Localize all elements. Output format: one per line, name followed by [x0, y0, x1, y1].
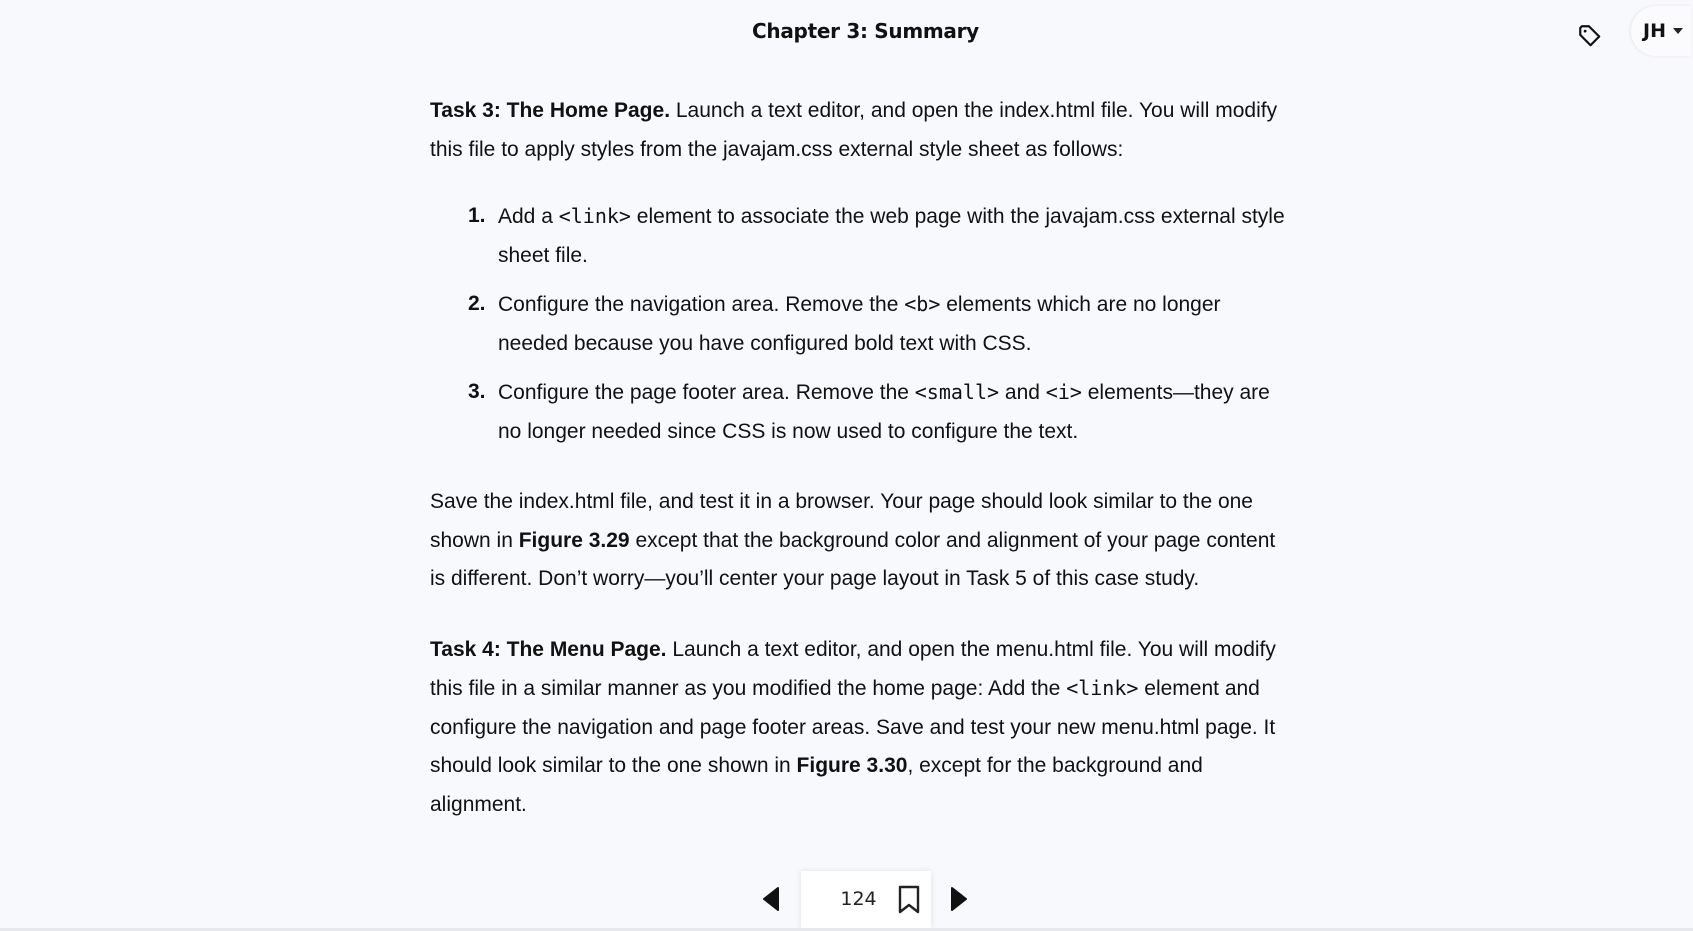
tag-icon [1577, 23, 1603, 49]
avatar-initials: JH [1643, 20, 1666, 42]
step-number: 2. [468, 292, 486, 315]
paragraph-text: element and configure the navigation and page footer areas. Save and test your new menu.html page. It should look similar to the one shown in [430, 677, 1276, 777]
code-snippet: <b> [904, 292, 941, 316]
step-text-part: element to associate the web page with the javajam.css external style sheet file. [498, 205, 1285, 267]
paragraph-text: , except for the background and alignment. [430, 754, 1203, 816]
chevron-left-icon [761, 886, 781, 912]
tag-button[interactable] [1572, 18, 1608, 54]
bookmark-button[interactable] [897, 885, 921, 915]
save-paragraph [430, 483, 1290, 599]
code-snippet: <link> [558, 204, 631, 228]
user-avatar-button[interactable] [1631, 6, 1691, 56]
step-text-part: Add a [498, 205, 559, 228]
bookmark-icon [897, 885, 921, 915]
figure-reference: Figure 3.29 [518, 528, 630, 552]
paragraph-text: Save the index.html file, and test it in a browser. Your page should look similar to the one shown in [430, 490, 1253, 552]
step-text-part: and [999, 381, 1046, 404]
step-text [498, 285, 1290, 363]
task4-heading: Task 4: The Menu Page. [430, 637, 667, 661]
chevron-right-icon [949, 886, 969, 912]
step-text-part: Configure the page footer area. Remove the [498, 381, 915, 404]
code-snippet: <link> [1066, 676, 1139, 700]
task4-paragraph [430, 631, 1290, 825]
step-text [498, 197, 1290, 275]
chapter-title: Chapter 3: Summary [752, 19, 979, 43]
list-item [430, 373, 1290, 451]
step-text-part: elements—they are no longer needed since CSS is now used to configure the text. [498, 381, 1270, 443]
reader-content [430, 92, 1290, 824]
figure-reference: Figure 3.30 [796, 754, 908, 777]
paragraph-text: except that the background color and alignment of your page content is different. Don’t worry—you’ll center your page layout in Task 5 of this case study. [430, 528, 1276, 590]
step-number: 3. [468, 380, 486, 403]
code-snippet: <small> [914, 380, 1000, 404]
paragraph-text: Launch a text editor, and open the menu.html file. You will modify this file in a similar manner as you modified the home page: Add the [430, 637, 1276, 700]
step-number: 1. [468, 204, 486, 227]
page-number: 124 [840, 888, 877, 910]
step-text-part: elements which are no longer needed because you have configured bold text with CSS. [498, 293, 1221, 355]
task3-paragraph [430, 92, 1290, 169]
task3-heading: Task 3: The Home Page. [430, 99, 671, 122]
list-item [430, 197, 1290, 275]
task3-intro: Launch a text editor, and open the index.html file. You will modify this file to apply styles from the javajam.css external style sheet as follows: [430, 99, 1278, 161]
code-snippet: <i> [1045, 380, 1082, 404]
next-page-button[interactable] [946, 884, 972, 914]
step-text-part: Configure the navigation area. Remove the [498, 293, 905, 316]
list-item [430, 285, 1290, 363]
step-text [498, 373, 1290, 451]
task3-steps [430, 197, 1290, 451]
chevron-down-icon [1673, 28, 1683, 34]
previous-page-button[interactable] [758, 884, 784, 914]
page-indicator [801, 871, 931, 929]
top-bar [0, 0, 1693, 64]
